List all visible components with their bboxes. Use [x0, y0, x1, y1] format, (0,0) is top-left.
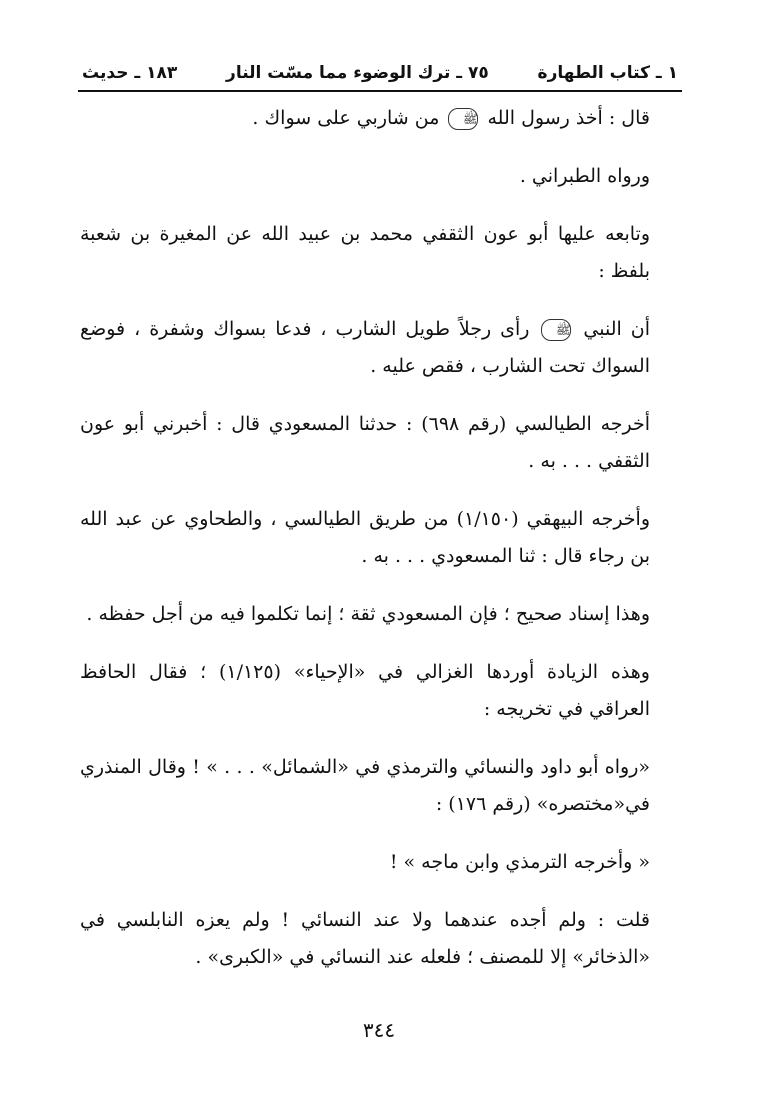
paragraph-4-text-a: أن النبي [574, 318, 650, 340]
salutation-icon: ﷺ [541, 319, 571, 341]
paragraph-4 [80, 311, 678, 385]
paragraph-10: « وأخرجه الترمذي وابن ماجه » ! [389, 851, 650, 873]
header-book-title: ١ ـ كتاب الطهارة [537, 63, 678, 83]
paragraph-1 [80, 100, 678, 137]
paragraph-1-text-b: من شاربي على سواك . [252, 107, 446, 129]
paragraph-1-text-a: قال : أخذ رسول الله [481, 107, 650, 129]
header-chapter-title: ٧٥ ـ ترك الوضوء مما مسّت النار [226, 63, 489, 83]
paragraph-6: وأخرجه البيهقي (١/١٥٠) من طريق الطيالسي ، والطحاوي عن عبد الله بن رجاء قال : ثنا المسعودي . . . به . [80, 508, 650, 567]
paragraph-7: وهذا إسناد صحيح ؛ فإن المسعودي ثقة ؛ إنما تكلموا فيه من أجل حفظه . [86, 603, 650, 625]
paragraph-9: «رواه أبو داود والنسائي والترمذي في «الشمائل» . . . » ! وقال المنذري في«مختصره» (رقم ١٧٦) : [80, 756, 650, 815]
paragraph-4-text-b: رأى رجلاً طويل الشارب ، فدعا بسواك وشفرة ، فوضع السواك تحت الشارب ، فقص عليه . [80, 318, 650, 377]
paragraph-5: أخرجه الطيالسي (رقم ٦٩٨) : حدثنا المسعودي قال : أخبرني أبو عون الثقفي . . . به . [80, 413, 651, 472]
paragraph-2: ورواه الطبراني . [519, 165, 650, 187]
page-number: ٣٤٤ [362, 1018, 396, 1042]
header-rule [78, 90, 682, 92]
header-hadith-number: ١٨٣ ـ حديث [82, 63, 178, 83]
paragraph-8: وهذه الزيادة أوردها الغزالي في «الإحياء» (١/١٢٥) ؛ فقال الحافظ العراقي في تخريجه : [80, 661, 650, 720]
running-header [82, 56, 678, 90]
paragraph-3: وتابعه عليها أبو عون الثقفي محمد بن عبيد الله عن المغيرة بن شعبة بلفظ : [80, 223, 650, 282]
salutation-icon: ﷺ [448, 108, 478, 130]
body-text [80, 100, 678, 997]
paragraph-11: قلت : ولم أجده عندهما ولا عند النسائي ! ولم يعزه النابلسي في «الذخائر» إلا للمصنف ؛ فلعله عند النسائي في «الكبرى» . [80, 909, 650, 968]
